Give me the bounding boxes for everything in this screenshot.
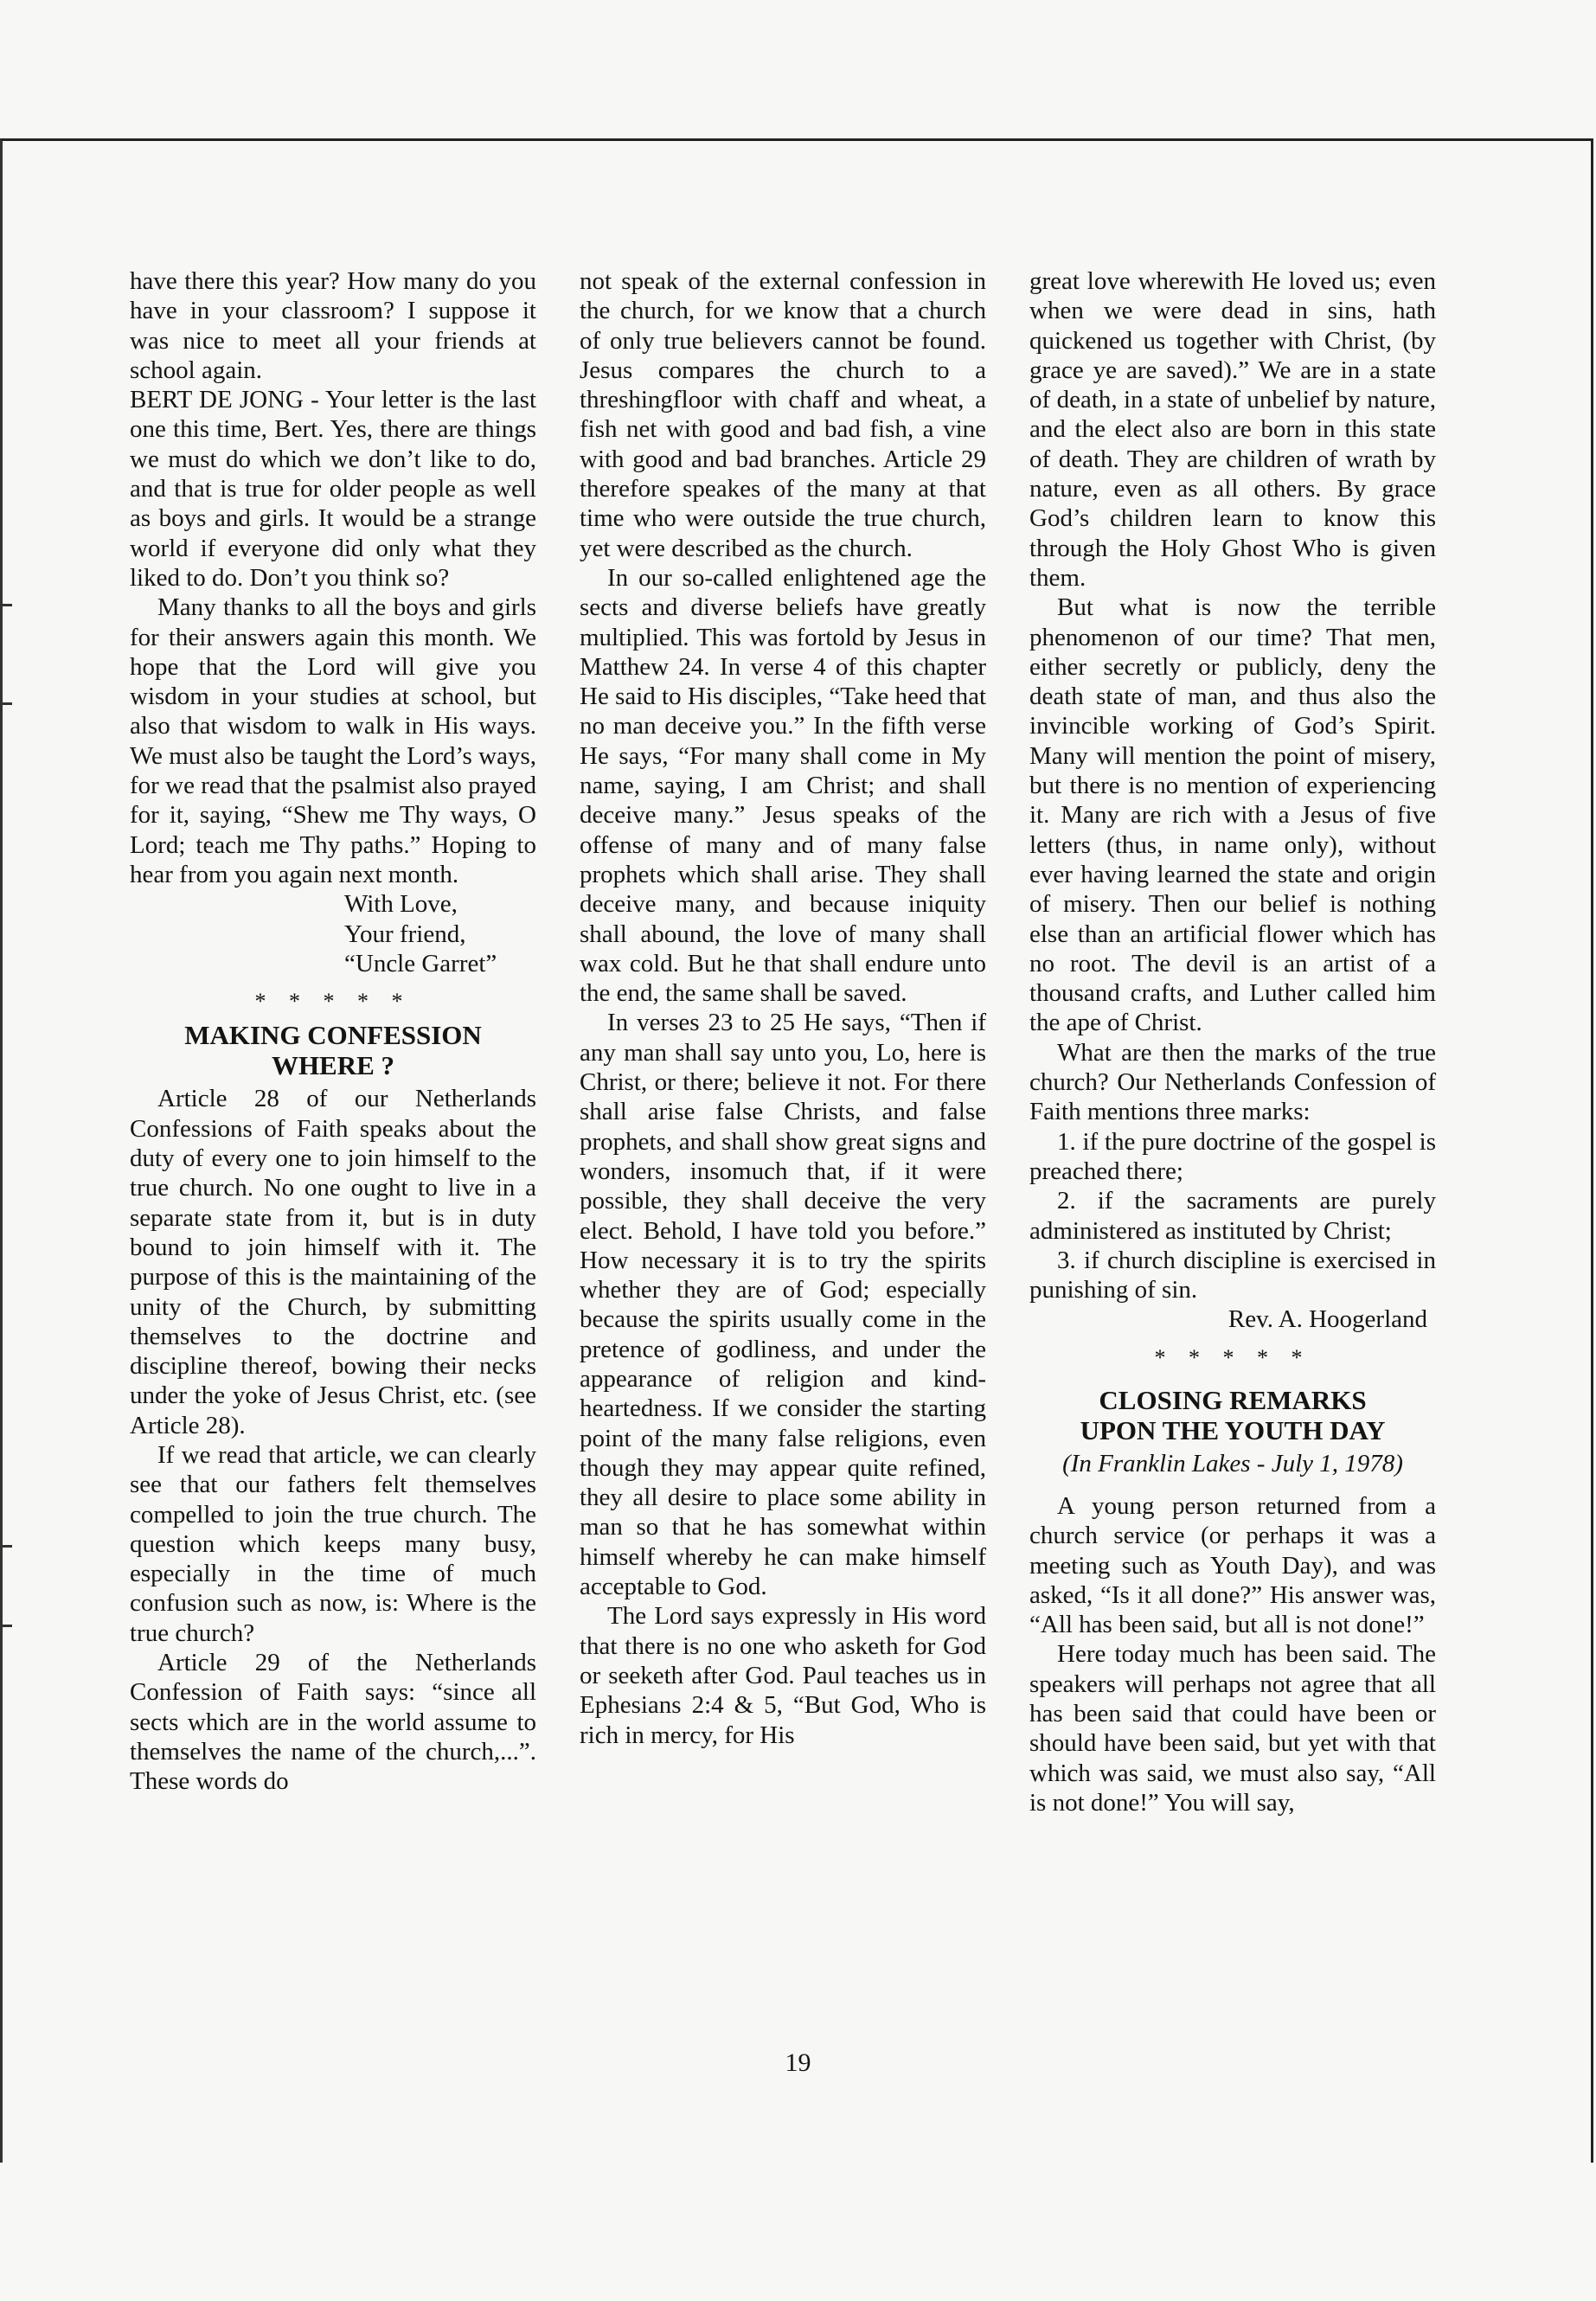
section-divider: * * * * * — [254, 989, 412, 1015]
paragraph: Many thanks to all the boys and girls for their answers again this month. We hope that the Lord will give you wisdom in your studies at school, but also that wisdom to walk in His ways. We must also be taught the Lord’s ways, for we read that the psalmist also prayed for it, saying, “Shew me Thy ways, O Lord; teach me Thy paths.” Hoping to hear from you again next month. — [130, 593, 536, 888]
article-heading — [1029, 1385, 1436, 1445]
margin-tick — [0, 1545, 12, 1548]
closing-salutation: With Love, — [344, 890, 458, 919]
paragraph: BERT DE JONG - Your letter is the last one this time, Bert. Yes, there are things we must do which we don’t like to do, and that is true for older people as well as boys and girls. It would be a strange world if everyone did only what they liked to do. Don’t you think so? — [130, 386, 536, 592]
paragraph: If we read that article, we can clearly see that our fathers felt themselves compelled to join the true church. The question which keeps many busy, especially in the time of much confusion such as now, is: Where is the true church? — [130, 1440, 536, 1647]
author-name: Rev. A. Hoogerland — [1227, 1305, 1427, 1334]
paragraph: Article 28 of our Netherlands Confessions of Faith speaks about the duty of every one to join himself to the true church. No one ought to live in a separate state from it, but is in duty bound to join himself with it. The purpose of this is the maintaining of the unity of the Church, by submitting themselves to the doctrine and discipline thereof, bowing their necks under the yoke of Jesus Christ, etc. (see Article 28). — [130, 1085, 536, 1439]
paragraph: A young person returned from a church service (or perhaps it was a meeting such as Youth Day), and was asked, “Is it all done?” His answer was, “All has been said, but all is not done!” — [1029, 1491, 1436, 1639]
list-item: 3. if church discipline is exercised in punishing of sin. — [1029, 1246, 1436, 1304]
paragraph: But what is now the terrible phenomenon of our time? That men, either secretly or publicly, deny the death state of man, and thus also the invincible working of God’s Spirit. Many will mention the point of misery, but there is no mention of experiencing it. Many are rich with a Jesus of five letters (thus, in name only), without ever having learned the state and origin of misery. Then our belief is nothing else than an artificial flower which has no root. The devil is an artist of a thousand crafts, and Luther called him the ape of Christ. — [1029, 593, 1436, 1037]
closing-friend: Your friend, — [344, 920, 466, 948]
column-2 — [580, 266, 986, 2031]
paragraph: Article 29 of the Netherlands Confession of Faith says: “since all sects which are in the world assume to themselves the name of the church,...”. These words do — [130, 1649, 536, 1796]
paragraph: not speak of the external confession in the church, for we know that a church of only true believers cannot be found. Jesus compares the church to a threshingfloor with chaff and wheat, a fish net with good and bad fish, a vine with good and bad branches. Article 29 therefore speakes of the many at that time who were outside the true church, yet were described as the church. — [580, 267, 986, 562]
article-heading — [130, 1020, 536, 1080]
section-divider: * * * * * — [1154, 1344, 1311, 1370]
paragraph: What are then the marks of the true church? Our Netherlands Confession of Faith mentions three marks: — [1029, 1038, 1436, 1126]
paragraph: great love wherewith He loved us; even when we were dead in sins, hath quickened us together with Christ, (by grace ye are saved).” We are in a state of death, in a state of unbelief by nature, and the elect also are born in this state of death. They are children of wrath by nature, even as all others. By grace God’s children learn to know this through the Holy Ghost Who is given them. — [1029, 267, 1436, 592]
paragraph: Here today much has been said. The speakers will perhaps not agree that all has been said that could have been or should have been said, but yet with that which was said, we must also say, “All is not done!” You will say, — [1029, 1640, 1436, 1817]
closing-signature: “Uncle Garret” — [344, 949, 497, 977]
paragraph: The Lord says expressly in His word that there is no one who asketh for God or seeketh after God. Paul teaches us in Ephesians 2:4 & 5, “But God, Who is rich in mercy, for His — [580, 1602, 986, 1749]
list-item: 1. if the pure doctrine of the gospel is preached there; — [1029, 1127, 1436, 1185]
paragraph: In verses 23 to 25 He says, “Then if any man shall say unto you, Lo, here is Christ, or there; believe it not. For there shall arise false Christs, and false prophets, and shall show great signs and wonders, insomuch that, if it were possible, they shall deceive the very elect. Behold, I have told you before.” How necessary it is to try the spirits whether they are of God; especially because the spirits usually come in the pretence of godliness, and under the appearance of religion and kind-heartedness. If we consider the starting point of the many false religions, even though they may appear quite refined, they all desire to place some ability in man so that he has somewhat within himself whereby he can make himself acceptable to God. — [580, 1009, 986, 1601]
paragraph: have there this year? How many do you have in your classroom? I suppose it was nice to meet all your friends at school again. — [130, 267, 536, 384]
column-3 — [1029, 266, 1436, 2031]
paragraph: In our so-called enlightened age the sects and diverse beliefs have greatly multiplied. This was fortold by Jesus in Matthew 24. In verse 4 of this chapter He said to His disciples, “Take heed that no man deceive you.” In the fifth verse He says, “For many shall come in My name, saying, I am Christ; and shall deceive many.” Jesus speaks of the offense of many and of many false prophets which shall arise. They shall deceive many, and because iniquity shall abound, the love of many shall wax cold. But he that shall endure unto the end, the same shall be saved. — [580, 563, 986, 1008]
heading-line: UPON THE YOUTH DAY — [1080, 1414, 1386, 1445]
margin-tick — [0, 702, 12, 705]
heading-line: CLOSING REMARKS — [1099, 1384, 1367, 1415]
margin-tick — [0, 604, 12, 606]
heading-line: WHERE ? — [271, 1050, 395, 1081]
list-item: 2. if the sacraments are purely administered as instituted by Christ; — [1029, 1187, 1436, 1245]
margin-tick — [0, 1625, 12, 1627]
heading-line: MAKING CONFESSION — [184, 1020, 482, 1051]
article-columns — [130, 266, 1436, 2031]
article-subheading: (In Franklin Lakes - July 1, 1978) — [1062, 1449, 1403, 1477]
page-number: 19 — [785, 2048, 811, 2077]
column-1 — [130, 266, 536, 2031]
